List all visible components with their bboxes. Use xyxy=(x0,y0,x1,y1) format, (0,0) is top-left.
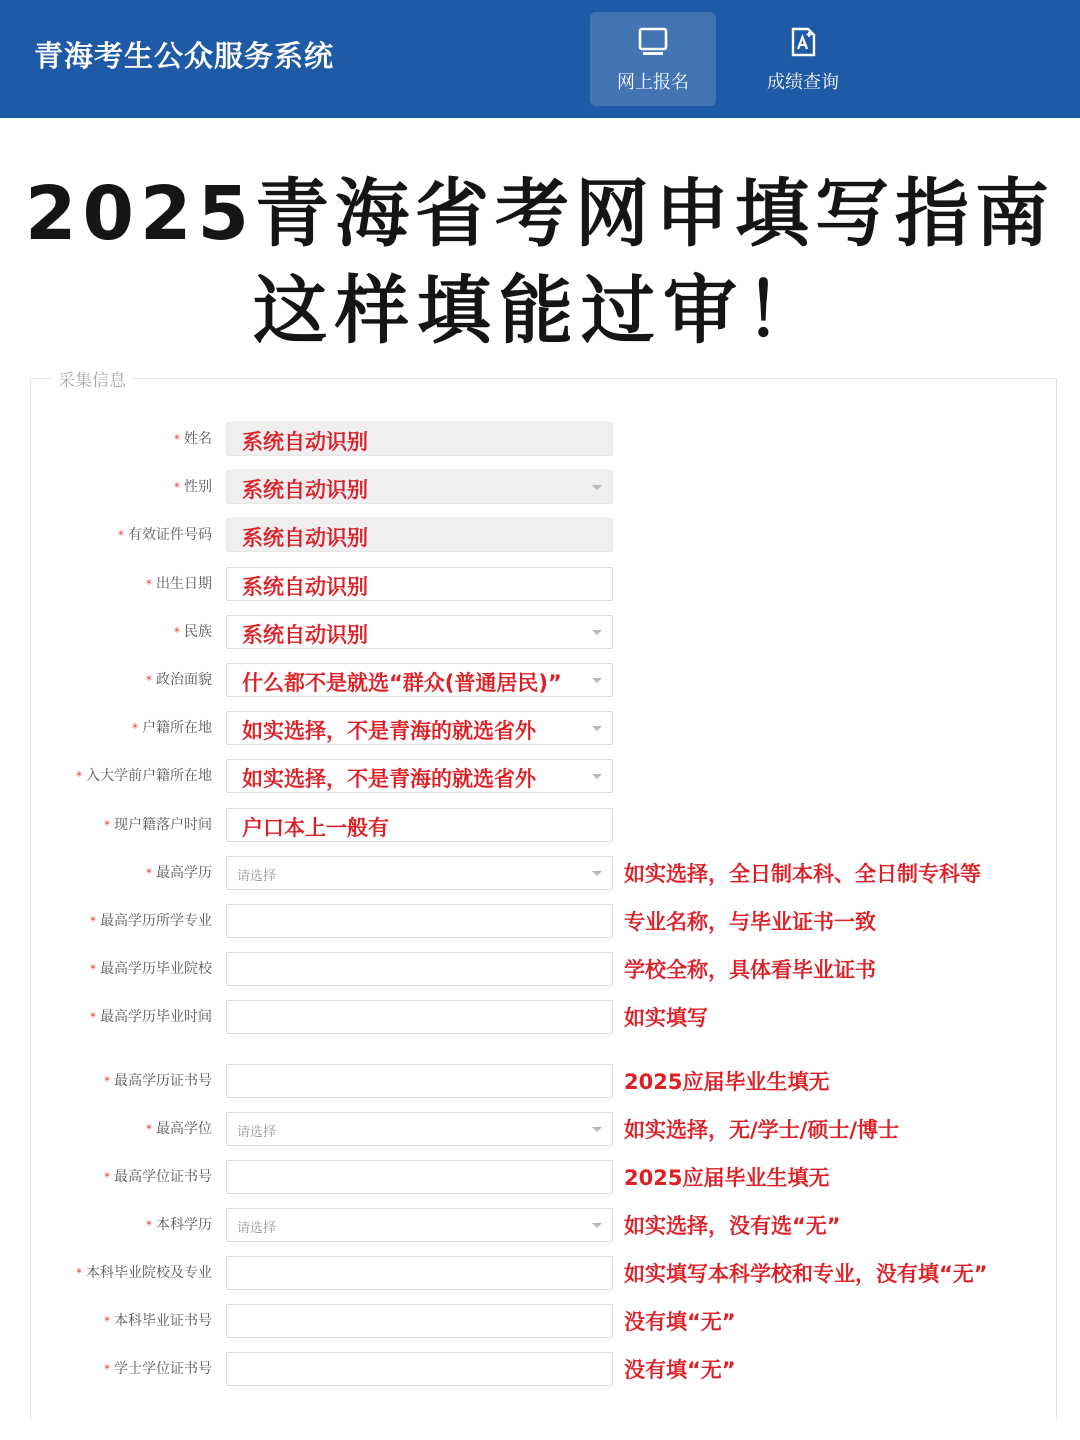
required-star: * xyxy=(174,480,180,494)
guide-note: 没有填“无” xyxy=(624,1358,736,1382)
field-label xyxy=(146,855,212,891)
field-label xyxy=(90,951,212,987)
field-label xyxy=(146,662,212,698)
field-label-text: 性别 xyxy=(184,479,212,495)
chevron-down-icon xyxy=(592,630,602,635)
required-star: * xyxy=(146,866,152,880)
chevron-down-icon xyxy=(592,774,602,779)
required-star: * xyxy=(104,1362,110,1376)
field-value: 系统自动识别 xyxy=(242,575,368,599)
top-bar xyxy=(0,0,1080,118)
field-label-text: 最高学位证书号 xyxy=(114,1169,212,1185)
required-star: * xyxy=(104,1314,110,1328)
field-label xyxy=(104,1063,212,1099)
required-star: * xyxy=(146,1122,152,1136)
field-label xyxy=(132,710,212,746)
select-placeholder: 请选择 xyxy=(237,1221,277,1236)
select-field[interactable] xyxy=(226,1208,613,1242)
nav-score-query[interactable] xyxy=(740,12,866,106)
headline-line-2: 这样填能过审！ xyxy=(253,268,827,354)
field-label-text: 学士学位证书号 xyxy=(114,1361,212,1377)
chevron-down-icon xyxy=(592,1223,602,1228)
required-star: * xyxy=(76,1266,82,1280)
field-label-text: 户籍所在地 xyxy=(142,720,212,736)
input-field[interactable] xyxy=(226,1064,613,1098)
required-star: * xyxy=(90,1010,96,1024)
required-star: * xyxy=(174,625,180,639)
select-field[interactable] xyxy=(226,663,613,697)
chevron-down-icon xyxy=(592,678,602,683)
input-field[interactable] xyxy=(226,808,613,842)
field-label-text: 政治面貌 xyxy=(156,672,212,688)
field-label-text: 本科学历 xyxy=(156,1217,212,1233)
field-label-text: 最高学历毕业院校 xyxy=(100,961,212,977)
field-label-text: 入大学前户籍所在地 xyxy=(86,768,212,784)
field-label-text: 现户籍落户时间 xyxy=(114,817,212,833)
field-label xyxy=(174,421,212,457)
select-placeholder: 请选择 xyxy=(237,1125,277,1140)
chevron-down-icon xyxy=(592,726,602,731)
required-star: * xyxy=(104,1074,110,1088)
guide-note: 2025应届毕业生填无 xyxy=(624,1166,830,1190)
field-label-text: 最高学位 xyxy=(156,1121,212,1137)
guide-note: 如实选择，无/学士/硕士/博士 xyxy=(624,1118,900,1142)
field-label-text: 姓名 xyxy=(184,431,212,447)
select-field[interactable] xyxy=(226,759,613,793)
field-label xyxy=(146,566,212,602)
field-label xyxy=(90,999,212,1035)
field-value: 什么都不是就选“群众(普通居民)” xyxy=(242,671,562,695)
field-label xyxy=(104,1351,212,1387)
guide-note: 专业名称，与毕业证书一致 xyxy=(624,910,876,934)
input-field[interactable] xyxy=(226,1000,613,1034)
select-field[interactable] xyxy=(226,711,613,745)
select-field[interactable] xyxy=(226,615,613,649)
select-field[interactable] xyxy=(226,1112,613,1146)
field-label-text: 最高学历毕业时间 xyxy=(100,1009,212,1025)
input-field[interactable] xyxy=(226,1304,613,1338)
input-field[interactable] xyxy=(226,518,613,552)
guide-note: 如实选择，全日制本科、全日制专科等 xyxy=(624,862,981,886)
required-star: * xyxy=(146,1218,152,1232)
select-placeholder: 请选择 xyxy=(237,869,277,884)
document-a-icon xyxy=(787,26,819,58)
headline-line-1: 2025青海省考网申填写指南 xyxy=(25,171,1055,257)
guide-note: 2025应届毕业生填无 xyxy=(624,1070,830,1094)
field-label xyxy=(174,614,212,650)
field-label-text: 最高学历 xyxy=(156,865,212,881)
field-label xyxy=(146,1111,212,1147)
input-field[interactable] xyxy=(226,952,613,986)
field-value: 如实选择，不是青海的就选省外 xyxy=(242,719,536,743)
required-star: * xyxy=(90,914,96,928)
app-title: 青海考生公众服务系统 xyxy=(34,39,335,73)
guide-note: 如实填写 xyxy=(624,1006,708,1030)
required-star: * xyxy=(118,528,124,542)
field-label xyxy=(104,807,212,843)
required-star: * xyxy=(90,962,96,976)
required-star: * xyxy=(146,673,152,687)
required-star: * xyxy=(104,818,110,832)
nav-label: 成绩查询 xyxy=(767,72,839,93)
input-field[interactable] xyxy=(226,422,613,456)
field-label-text: 最高学历证书号 xyxy=(114,1073,212,1089)
field-label xyxy=(104,1303,212,1339)
guide-note: 如实填写本科学校和专业，没有填“无” xyxy=(624,1262,988,1286)
field-label xyxy=(146,1207,212,1243)
field-label xyxy=(76,758,212,794)
field-label xyxy=(104,1159,212,1195)
guide-note: 学校全称，具体看毕业证书 xyxy=(624,958,876,982)
input-field[interactable] xyxy=(226,1256,613,1290)
field-label-text: 出生日期 xyxy=(156,576,212,592)
field-label xyxy=(118,517,212,553)
field-value: 如实选择，不是青海的就选省外 xyxy=(242,767,536,791)
input-field[interactable] xyxy=(226,904,613,938)
required-star: * xyxy=(76,769,82,783)
required-star: * xyxy=(146,577,152,591)
field-value: 系统自动识别 xyxy=(242,623,368,647)
required-star: * xyxy=(132,721,138,735)
nav-online-registration[interactable] xyxy=(590,12,716,106)
required-star: * xyxy=(174,432,180,446)
input-field[interactable] xyxy=(226,1352,613,1386)
field-label xyxy=(76,1255,212,1291)
field-label-text: 本科毕业证书号 xyxy=(114,1313,212,1329)
field-value: 系统自动识别 xyxy=(242,526,368,550)
chevron-down-icon xyxy=(592,1127,602,1132)
monitor-icon xyxy=(637,26,669,58)
nav-label: 网上报名 xyxy=(617,72,689,93)
input-field[interactable] xyxy=(226,1160,613,1194)
guide-note: 如实选择，没有选“无” xyxy=(624,1214,841,1238)
field-label xyxy=(174,469,212,505)
chevron-down-icon xyxy=(592,871,602,876)
chevron-down-icon xyxy=(592,485,602,490)
input-field[interactable] xyxy=(226,567,613,601)
field-label-text: 最高学历所学专业 xyxy=(100,913,212,929)
field-value: 系统自动识别 xyxy=(242,430,368,454)
required-star: * xyxy=(104,1170,110,1184)
select-field[interactable] xyxy=(226,470,613,504)
form-legend: 采集信息 xyxy=(52,366,132,391)
field-value: 户口本上一般有 xyxy=(242,816,389,840)
guide-note: 没有填“无” xyxy=(624,1310,736,1334)
field-label-text: 本科毕业院校及专业 xyxy=(86,1265,212,1281)
select-field[interactable] xyxy=(226,856,613,890)
field-label-text: 有效证件号码 xyxy=(128,527,212,543)
field-label-text: 民族 xyxy=(184,624,212,640)
field-label xyxy=(90,903,212,939)
field-value: 系统自动识别 xyxy=(242,478,368,502)
